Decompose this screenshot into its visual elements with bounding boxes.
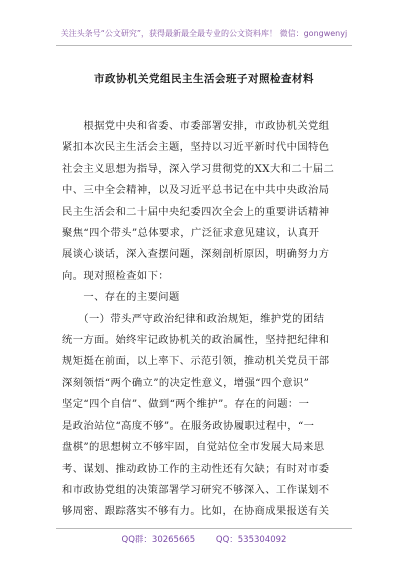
body-line: 聚焦“四个带头”总体要求，广泛征求意见建议，认真开 — [62, 227, 320, 240]
body-line: 根据党中央和省委、市委部署安排，市政协机关党组 — [62, 120, 330, 132]
body-line: 够周密、跟踪落实不够有力。比如，在协商成果报送有关 — [62, 505, 330, 518]
header-divider — [56, 45, 352, 46]
body-line: 民主生活会和二十届中央纪委四次全会上的重要讲话精神 — [62, 205, 330, 218]
body-line: （一）带头严守政治纪律和政治规矩，维护党的团结 — [62, 312, 325, 325]
qq-group-link[interactable]: QQ群：30265665 — [121, 535, 196, 545]
body-line: 展谈心谈话，深入查摆问题，深刻剖析原因，明确努力方 — [62, 248, 330, 261]
qq-contact-link[interactable]: QQ：535304092 — [215, 535, 287, 545]
body-line: 向。现对照检查如下： — [62, 269, 169, 282]
body-line: 坚定“四个自信”、做到“两个维护”。存在的问题：一 — [62, 398, 310, 411]
body-line: 社会主义思想为指导，深入学习贯彻党的XX大和二十届二 — [62, 162, 335, 175]
body-line: 规矩挺在前面，以上率下、示范引领，推动机关党员干部 — [62, 355, 330, 368]
body-line: 紧扣本次民主生活会主题，坚持以习近平新时代中国特色 — [62, 141, 330, 154]
header-notice: 关注头条号“公文研究”，获得最新最全最专业的公文资料库！ 微信：gongwenyj — [60, 29, 348, 38]
body-line: 盘棋”的思想树立不够牢固，自觉站位全市发展大局来思 — [62, 441, 325, 454]
body-line: 考、谋划、推动政协工作的主动性还有欠缺；有时对市委 — [62, 462, 330, 475]
body-line: 深刻领悟“两个确立”的决定性意义，增强“四个意识” — [62, 376, 310, 389]
section-heading: 一、存在的主要问题 — [62, 291, 180, 304]
document-title: 市政协机关党组民主生活会班子对照检查材料 — [94, 73, 314, 85]
body-line: 和市政协党组的决策部署学习研究不够深入、工作谋划不 — [62, 483, 330, 496]
footer-contact — [0, 533, 408, 545]
body-line: 是政治站位“高度不够”。在服务政协履职过程中，“一 — [62, 419, 315, 432]
footer-divider — [56, 528, 352, 529]
body-line: 中、三中全会精神，以及习近平总书记在中共中央政治局 — [62, 184, 330, 197]
document-body — [62, 116, 346, 523]
body-line: 统一方面。始终牢记政协机关的政治属性，坚持把纪律和 — [62, 334, 330, 347]
